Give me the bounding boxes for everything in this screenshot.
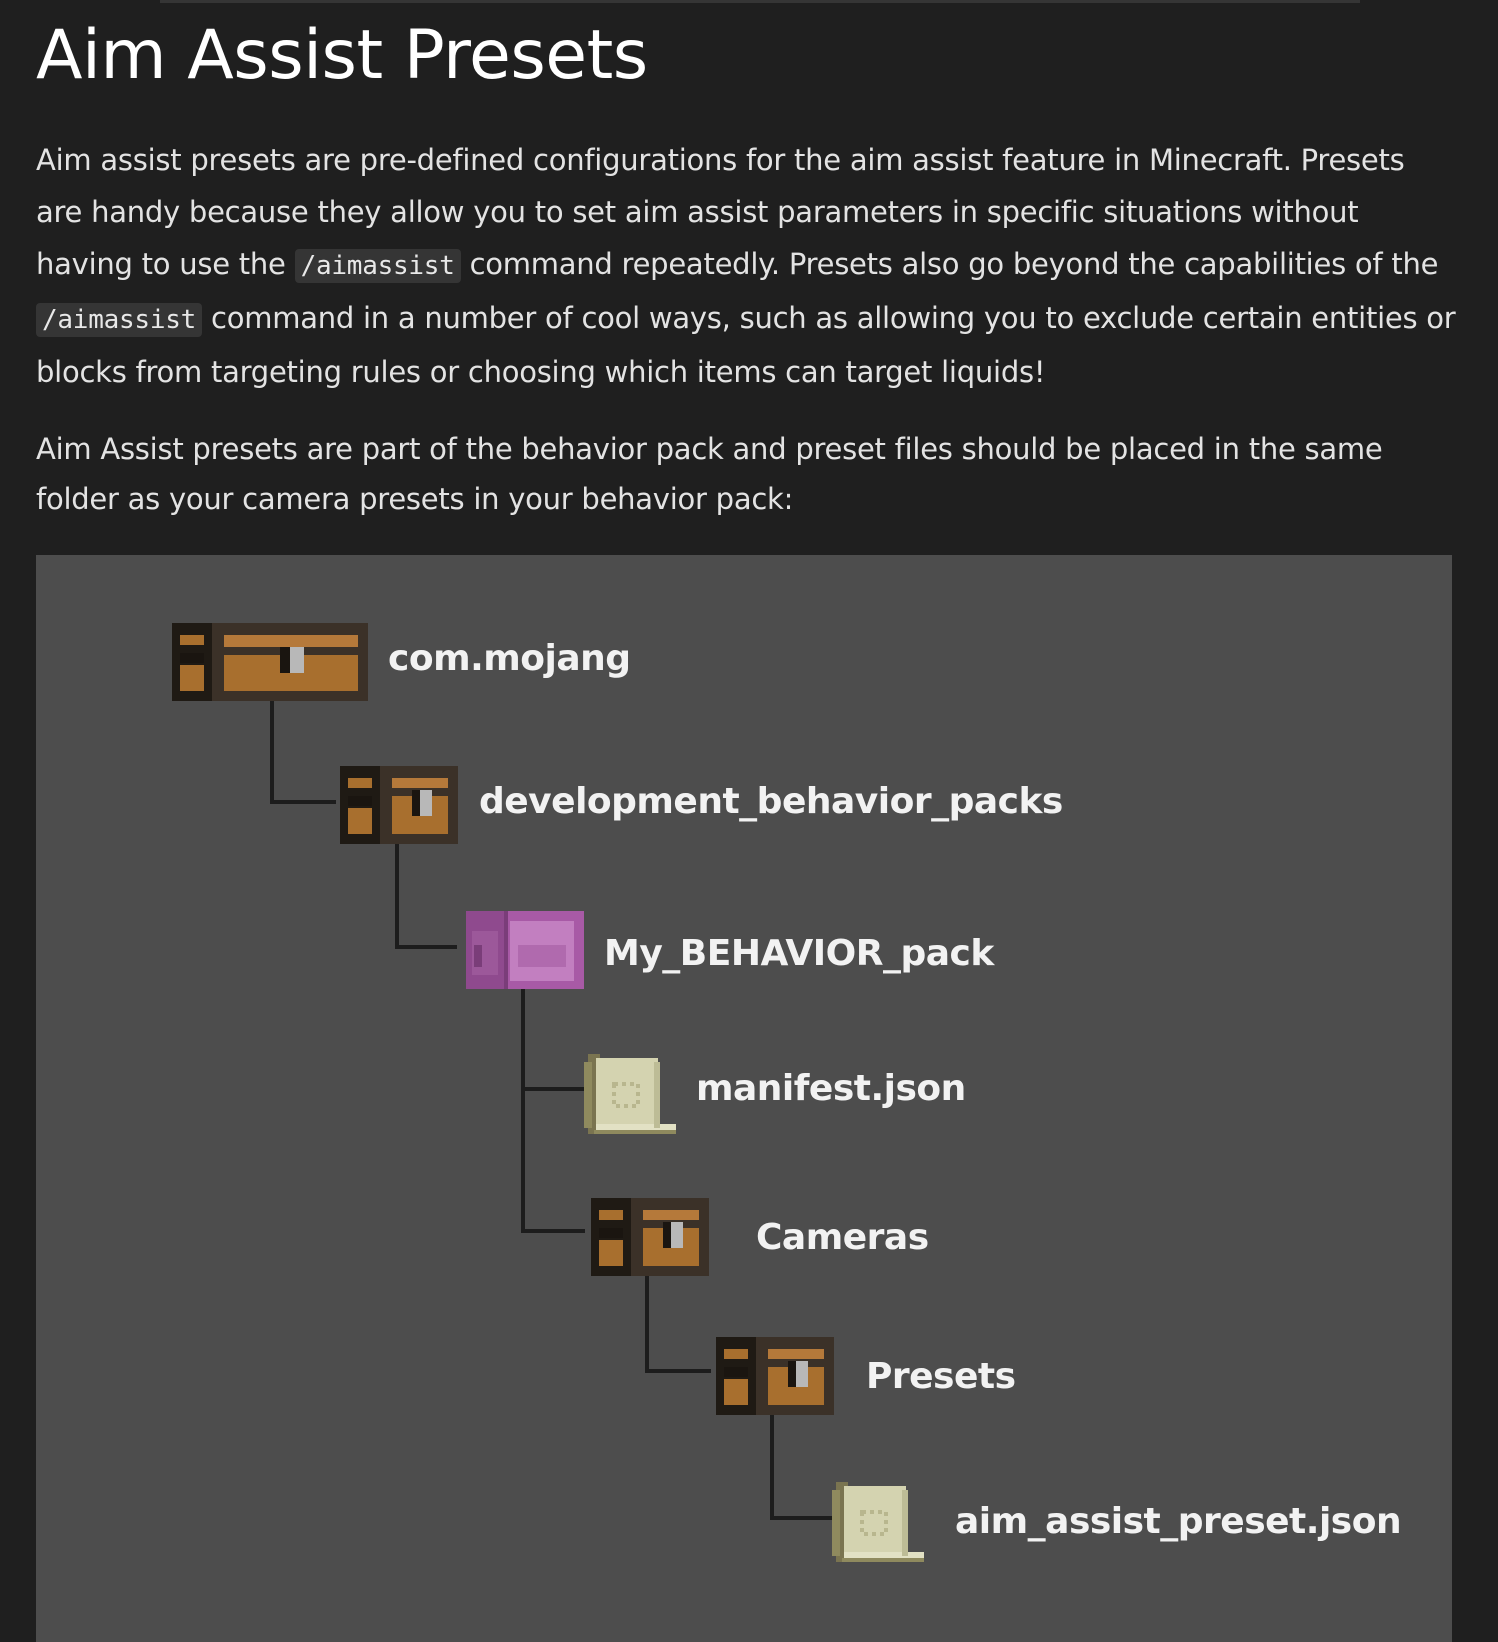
tree-node-com-mojang: com.mojang [388, 638, 631, 679]
aimassist-code-2: /aimassist [36, 303, 202, 337]
intro-text-3: command in a number of cool ways, such as allowing you to exclude certain entities or blocks from targeting rules or choosing which items can target liquids! [36, 301, 1456, 389]
page-title: Aim Assist Presets [36, 16, 648, 95]
development-behavior-packs-chest-icon [340, 766, 458, 844]
tree-node-my-behavior-pack: My_BEHAVIOR_pack [604, 933, 994, 974]
intro-text-1: Aim assist presets are pre-defined configurations for the aim assist feature in Minecraft. Presets are handy because they allow you to set aim assist parameters in specific situations without having to use the [36, 143, 1405, 281]
tree-node-manifest-json: manifest.json [696, 1068, 966, 1109]
top-divider [160, 0, 1360, 3]
cameras-chest-icon [591, 1198, 709, 1276]
com-mojang-chest-icon [172, 623, 368, 701]
my-behavior-pack-shulker-icon [466, 911, 584, 989]
intro-text-2: command repeatedly. Presets also go beyond the capabilities of the [460, 247, 1439, 281]
manifest-json-scroll-icon [584, 1054, 676, 1134]
tree-node-presets: Presets [866, 1356, 1016, 1397]
tree-node-development-behavior-packs: development_behavior_packs [479, 781, 1063, 822]
aim-assist-preset-scroll-icon [832, 1482, 924, 1562]
tree-node-aim-assist-preset-json: aim_assist_preset.json [955, 1501, 1402, 1542]
presets-chest-icon [716, 1337, 834, 1415]
location-paragraph: Aim Assist presets are part of the behavior pack and preset files should be placed in the same folder as your camera presets in your behavior pack: [36, 432, 1383, 516]
intro-paragraph [36, 134, 1456, 398]
folder-tree-diagram [36, 555, 1452, 1642]
tree-node-cameras: Cameras [756, 1217, 929, 1258]
aimassist-code-1: /aimassist [295, 249, 461, 283]
